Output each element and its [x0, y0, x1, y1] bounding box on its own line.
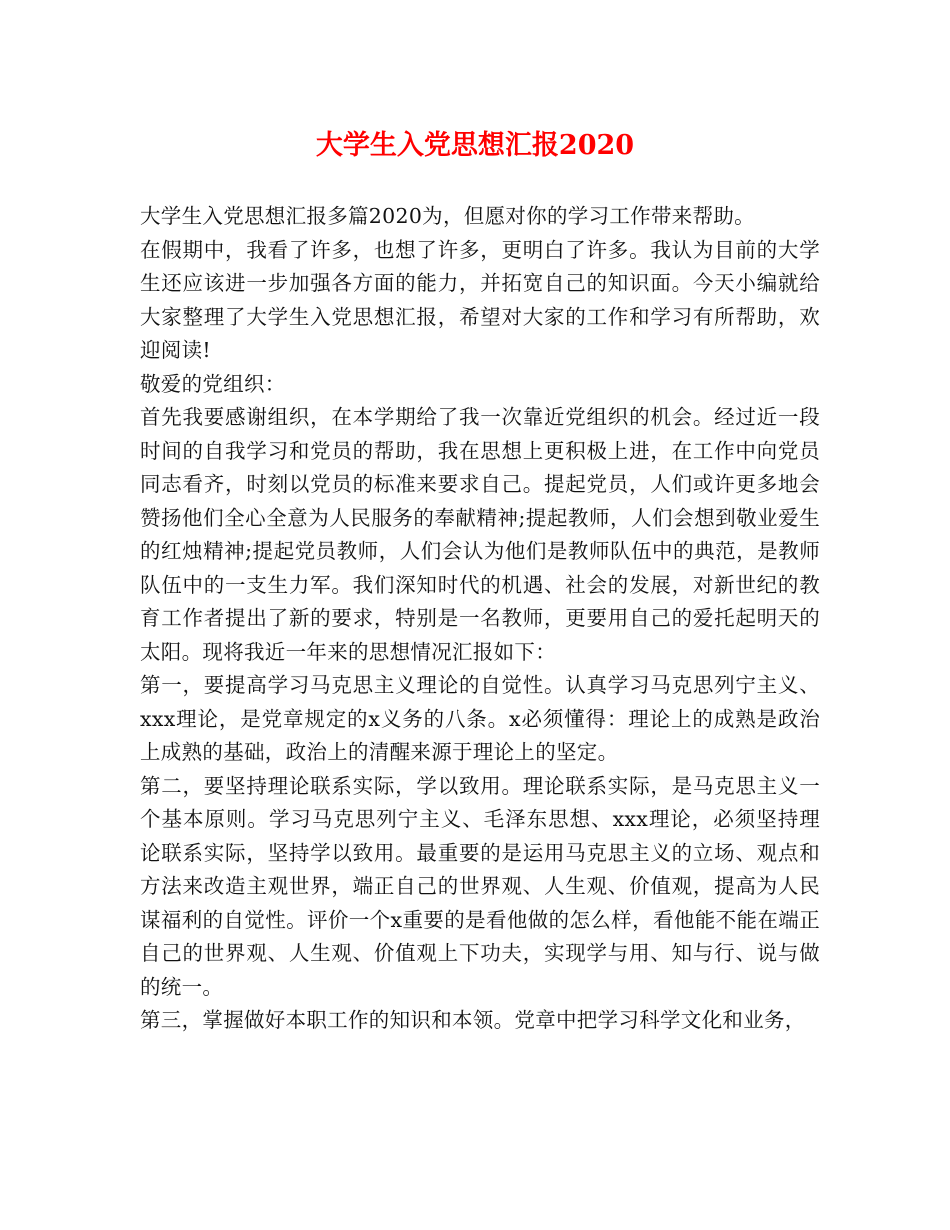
- point-three-paragraph: 第三，掌握做好本职工作的知识和本领。党章中把学习科学文化和业务，: [140, 1008, 806, 1032]
- point-one-paragraph: 第一，要提高学习马克思主义理论的自觉性。认真学习马克思列宁主义、xxx理论，是党章规定的x义务的八条。x必须懂得：理论上的成熟是政治上成熟的基础，政治上的清醒来源于理论上的坚定。: [140, 673, 820, 764]
- intro-paragraph: 大学生入党思想汇报多篇2020为，但愿对你的学习工作带来帮助。: [140, 204, 755, 228]
- opening-paragraph: 首先我要感谢组织，在本学期给了我一次靠近党组织的机会。经过近一段时间的自我学习和党员的帮助，我在思想上更积极上进，在工作中向党员同志看齐，时刻以党员的标准来要求自己。提起党员，人们或许更多地会赞扬他们全心全意为人民服务的奉献精神;提起教师，人们会想到敬业爱生的红烛精神;提起党员教师，人们会认为他们是教师队伍中的典范，是教师队伍中的一支生力军。我们深知时代的机遇、社会的发展，对新世纪的教育工作者提出了新的要求，特别是一名教师，更要用自己的爱托起明天的太阳。现将我近一年来的思想情况汇报如下：: [140, 405, 820, 664]
- document-title: 大学生入党思想汇报2020: [315, 130, 635, 161]
- preface-paragraph: 在假期中，我看了许多，也想了许多，更明白了许多。我认为目前的大学生还应该进一步加强各方面的能力，并拓宽自己的知识面。今天小编就给大家整理了大学生入党思想汇报，希望对大家的工作和学习有所帮助，欢迎阅读!: [140, 237, 820, 362]
- point-two-paragraph: 第二，要坚持理论联系实际，学以致用。理论联系实际，是马克思主义一个基本原则。学习马克思列宁主义、毛泽东思想、xxx理论，必须坚持理论联系实际，坚持学以致用。最重要的是运用马克思主义的立场、观点和方法来改造主观世界，端正自己的世界观、人生观、价值观，提高为人民谋福利的自觉性。评价一个x重要的是看他做的怎么样，看他能不能在端正自己的世界观、人生观、价值观上下功夫，实现学与用、知与行、说与做的统一。: [140, 773, 820, 999]
- document-body: [140, 200, 820, 1038]
- salutation: 敬爱的党组织：: [140, 371, 286, 396]
